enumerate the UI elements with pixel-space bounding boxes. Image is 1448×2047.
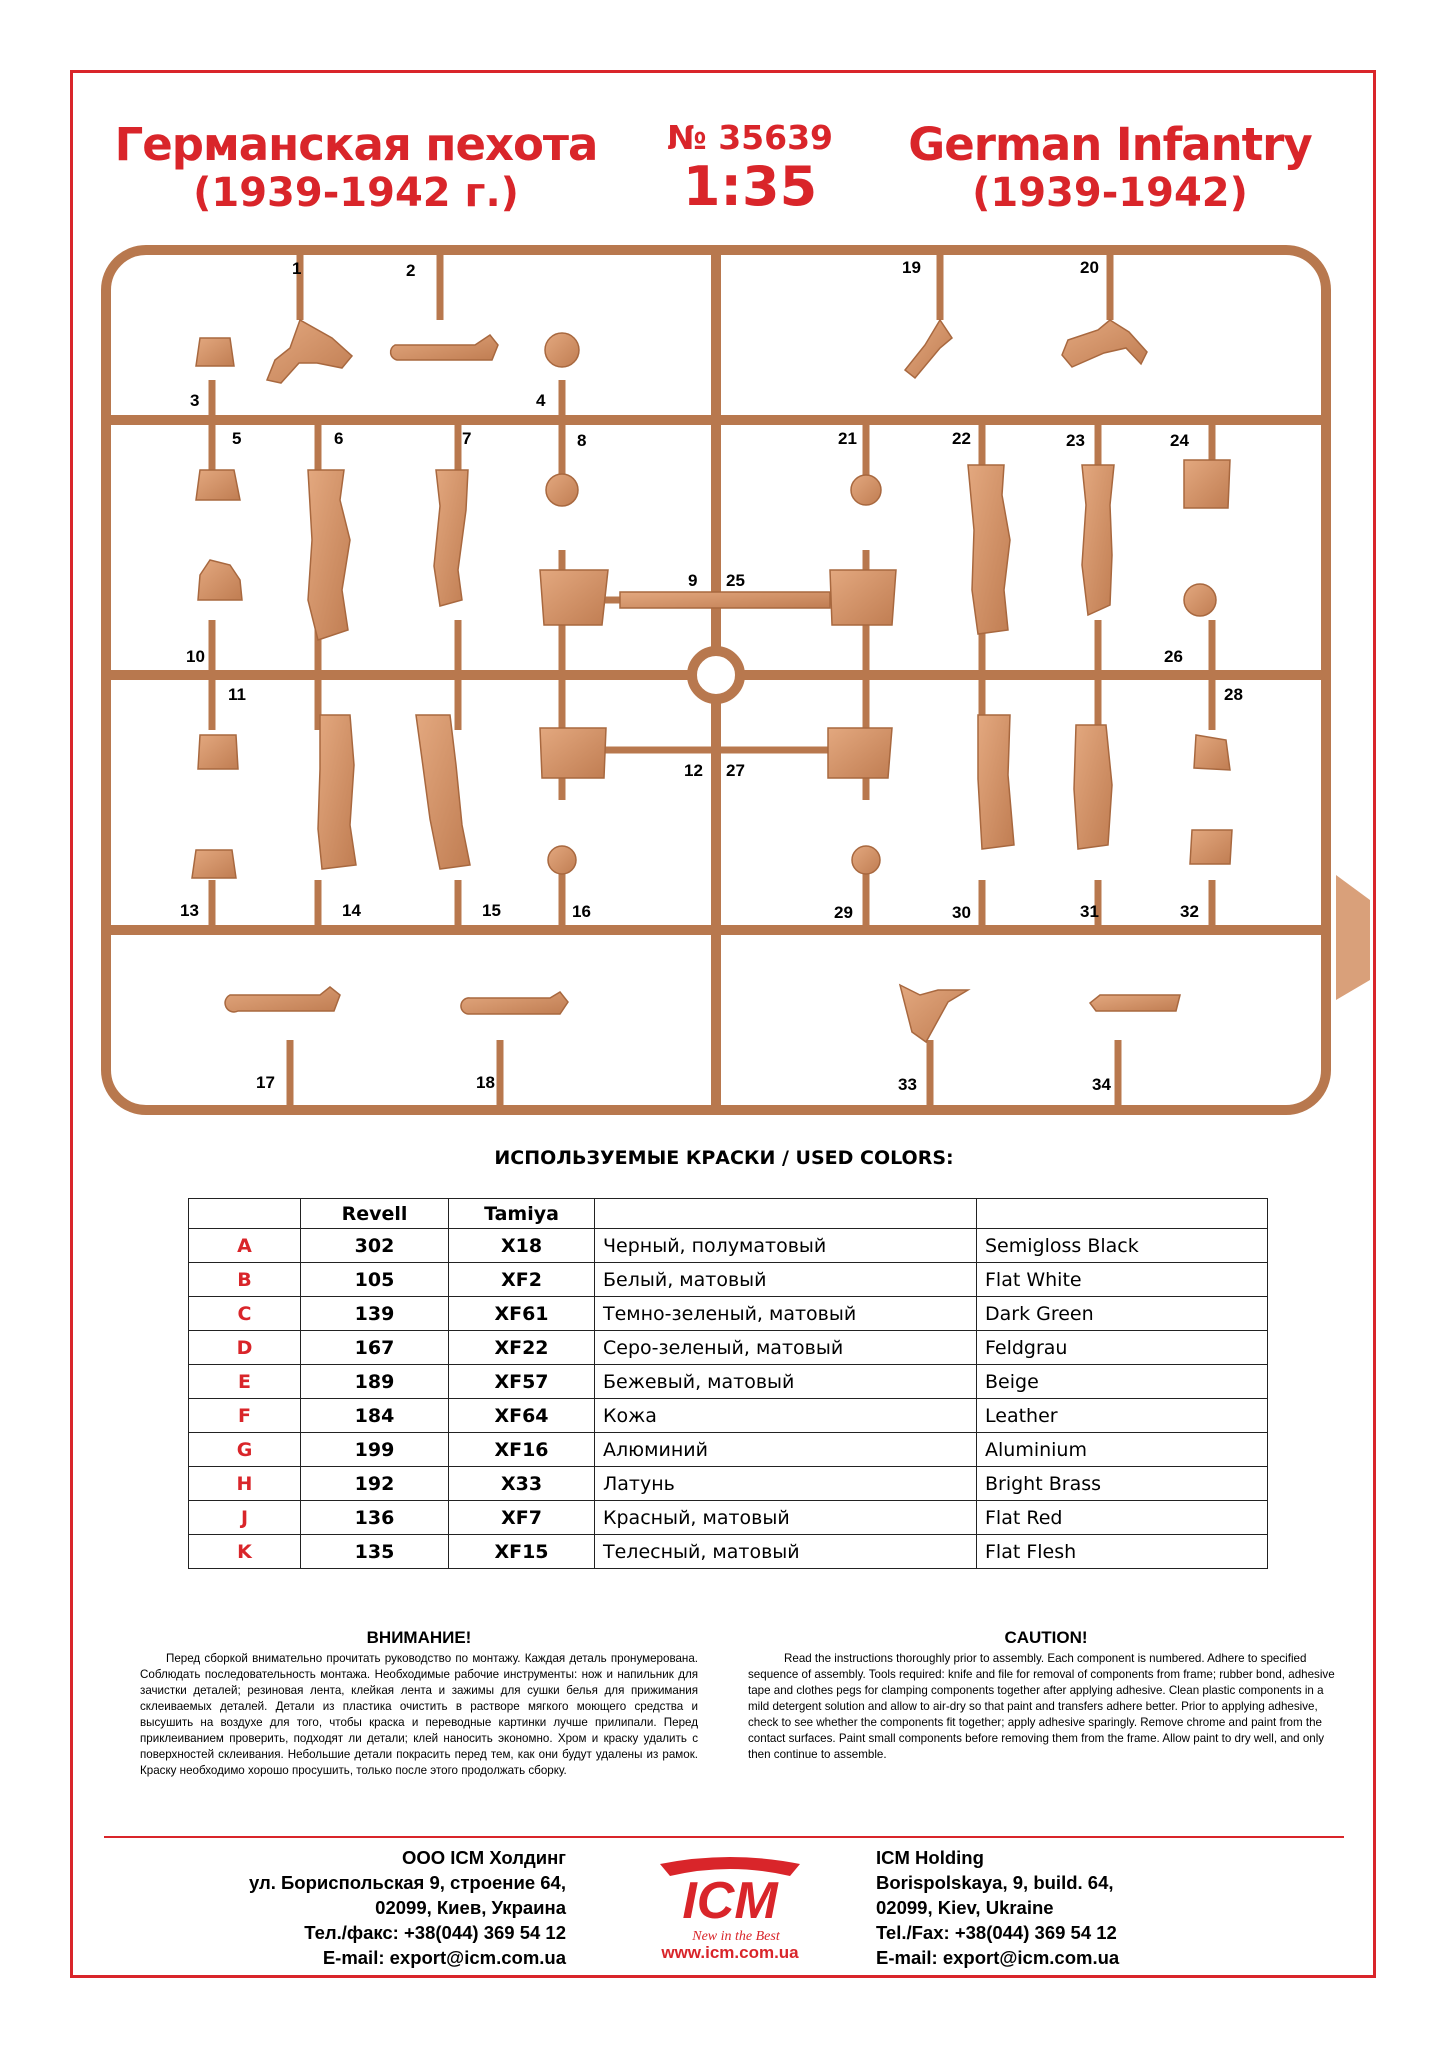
tamiya-code: XF7 xyxy=(449,1501,595,1535)
part-number: 20 xyxy=(1080,258,1099,277)
part-leg xyxy=(308,470,350,640)
city-en: 02099, Kiev, Ukraine xyxy=(876,1897,1054,1918)
tamiya-code: XF2 xyxy=(449,1263,595,1297)
color-name-ru: Телесный, матовый xyxy=(595,1535,977,1569)
part-collar xyxy=(198,560,242,600)
company-name-en: ICM Holding xyxy=(876,1847,984,1868)
part-arm xyxy=(225,987,340,1012)
color-name-ru: Алюминий xyxy=(595,1433,977,1467)
city-ru: 02099, Киев, Украина xyxy=(375,1897,566,1918)
color-code: H xyxy=(189,1467,301,1501)
revell-code: 184 xyxy=(301,1399,449,1433)
part-leg xyxy=(968,465,1010,634)
part-number: 10 xyxy=(186,647,205,666)
revell-code: 105 xyxy=(301,1263,449,1297)
col-tamiya: Tamiya xyxy=(449,1199,595,1229)
part-number: 18 xyxy=(476,1073,495,1092)
part-number: 27 xyxy=(726,761,745,780)
part-arm xyxy=(1090,995,1180,1011)
col-code xyxy=(189,1199,301,1229)
color-name-ru: Латунь xyxy=(595,1467,977,1501)
col-en xyxy=(977,1199,1268,1229)
phone-en: Tel./Fax: +38(044) 369 54 12 xyxy=(876,1922,1117,1943)
address-ru xyxy=(249,1845,566,1970)
part-number: 25 xyxy=(726,571,745,590)
title-en: German Infantry xyxy=(908,118,1312,171)
part-number: 12 xyxy=(684,761,703,780)
color-name-en: Semigloss Black xyxy=(977,1229,1268,1263)
street-en: Borispolskaya, 9, build. 64, xyxy=(876,1872,1114,1893)
part-number: 11 xyxy=(228,685,246,704)
part-collar xyxy=(198,735,238,769)
part-leg xyxy=(434,470,468,606)
part-leg xyxy=(318,715,356,869)
col-ru xyxy=(595,1199,977,1229)
color-name-ru: Серо-зеленый, матовый xyxy=(595,1331,977,1365)
color-row xyxy=(189,1297,1268,1331)
part-leg xyxy=(1074,725,1112,849)
tamiya-code: XF57 xyxy=(449,1365,595,1399)
sprue-hub xyxy=(692,651,740,699)
part-number: 2 xyxy=(406,261,416,280)
email-ru: E-mail: export@icm.com.ua xyxy=(322,1947,566,1968)
part-number: 7 xyxy=(462,429,472,448)
part-arm xyxy=(461,992,568,1014)
part-number: 33 xyxy=(898,1075,917,1094)
part-number: 17 xyxy=(256,1073,275,1092)
part-torso xyxy=(828,728,892,778)
part-number: 5 xyxy=(232,429,242,448)
part-head xyxy=(852,846,880,874)
part-collar xyxy=(1190,830,1232,864)
revell-code: 135 xyxy=(301,1535,449,1569)
part-number: 19 xyxy=(902,258,921,277)
part-arm xyxy=(905,320,952,378)
tamiya-code: XF16 xyxy=(449,1433,595,1467)
email-en: E-mail: export@icm.com.ua xyxy=(876,1947,1120,1968)
color-row xyxy=(189,1229,1268,1263)
color-name-en: Feldgrau xyxy=(977,1331,1268,1365)
part-leg xyxy=(416,715,470,869)
col-revell: Revell xyxy=(301,1199,449,1229)
kit-number: № 35639 xyxy=(667,118,833,157)
color-name-ru: Кожа xyxy=(595,1399,977,1433)
street-ru: ул. Бориспольская 9, строение 64, xyxy=(248,1872,566,1893)
tamiya-code: XF64 xyxy=(449,1399,595,1433)
part-number: 23 xyxy=(1066,431,1085,450)
part-head xyxy=(851,475,881,505)
color-name-en: Bright Brass xyxy=(977,1467,1268,1501)
part-collar xyxy=(1194,735,1230,770)
color-row xyxy=(189,1433,1268,1467)
part-torso xyxy=(540,728,606,778)
part-number: 13 xyxy=(180,901,199,920)
address-en xyxy=(876,1845,1119,1970)
revell-code: 199 xyxy=(301,1433,449,1467)
part-leg xyxy=(978,715,1014,849)
part-number: 28 xyxy=(1224,685,1243,704)
website-link[interactable]: www.icm.com.ua xyxy=(661,1943,799,1962)
period-en: (1939-1942) xyxy=(972,170,1248,216)
logo-text: ICM xyxy=(682,1872,778,1930)
part-number: 6 xyxy=(334,429,344,448)
sprue-tab xyxy=(1336,875,1370,1000)
part-strap xyxy=(620,592,830,608)
tamiya-code: XF61 xyxy=(449,1297,595,1331)
warning-text-en: Read the instructions thoroughly prior to assembly. Each component is numbered. Adhere to specified sequence of assembly. Tools required: knife and file for removal of components from frame; rubber bond, adhesive tape and clothes pegs for clamping components together after applying adhesive. Clean plastic components in a mild detergent solution and allow to air-dry so that paint and transfers adhere better. Prior to applying adhesive, check to see whether the components fit together; apply adhesive sparingly. Remove chrome and paint from the contact surfaces. Paint small components before removing them from the frame. Allow paint to dry well, and only then continue to assemble. xyxy=(748,1652,1335,1761)
part-number: 9 xyxy=(688,571,698,590)
warning-title-ru: ВНИМАНИЕ! xyxy=(366,1628,472,1647)
color-code: D xyxy=(189,1331,301,1365)
revell-code: 139 xyxy=(301,1297,449,1331)
color-name-en: Beige xyxy=(977,1365,1268,1399)
scale: 1:35 xyxy=(682,155,818,218)
part-torso xyxy=(540,570,608,625)
icm-logo xyxy=(640,1856,820,1956)
color-row xyxy=(189,1399,1268,1433)
color-name-ru: Бежевый, матовый xyxy=(595,1365,977,1399)
color-row xyxy=(189,1467,1268,1501)
part-arm xyxy=(391,335,498,360)
warning-title-en: CAUTION! xyxy=(1004,1628,1088,1647)
color-name-en: Dark Green xyxy=(977,1297,1268,1331)
revell-code: 167 xyxy=(301,1331,449,1365)
colors-table xyxy=(188,1198,1268,1569)
part-collar xyxy=(196,470,240,500)
part-leg xyxy=(1082,465,1114,615)
tamiya-code: X33 xyxy=(449,1467,595,1501)
part-number: 3 xyxy=(190,391,200,410)
part-number: 21 xyxy=(838,429,857,448)
colors-heading: ИСПОЛЬЗУЕМЫЕ КРАСКИ / USED COLORS: xyxy=(494,1147,954,1169)
color-name-ru: Темно-зеленый, матовый xyxy=(595,1297,977,1331)
color-code: G xyxy=(189,1433,301,1467)
revell-code: 189 xyxy=(301,1365,449,1399)
part-number: 8 xyxy=(577,431,587,450)
color-name-ru: Красный, матовый xyxy=(595,1501,977,1535)
color-row xyxy=(189,1535,1268,1569)
part-arm xyxy=(267,320,352,383)
part-number: 29 xyxy=(834,903,853,922)
color-row xyxy=(189,1501,1268,1535)
part-number: 14 xyxy=(342,901,361,920)
part-number: 32 xyxy=(1180,902,1199,921)
color-name-ru: Черный, полуматовый xyxy=(595,1229,977,1263)
part-collar xyxy=(192,850,236,878)
warning-text-ru: Перед сборкой внимательно прочитать руководство по монтажу. Каждая деталь пронумерована. Соблюдать последовательность монтажа. Необходимые рабочие инструменты: нож и напильник для зачистки деталей; резиновая лента, клейкая лента и зажимы для сушки белья для прижимания склеиваемых деталей. Детали из пластика очистить в растворе мягкого моющего средства и высушить на воздухе для того, чтобы краска и переводные картинки лучше прилипали. Перед приклеиванием проверить, подходят ли детали; клей наносить экономно. Хром и краску удалить с поверхностей склеивания. Небольшие детали покрасить перед тем, как они будут удалены из рамок. Краску необходимо хорошо просушить, только после этого продолжать сборку. xyxy=(140,1652,698,1777)
company-name-ru: ООО ICM Холдинг xyxy=(401,1847,566,1868)
part-arm xyxy=(900,985,968,1042)
color-code: J xyxy=(189,1501,301,1535)
part-number: 16 xyxy=(572,902,591,921)
part-number: 22 xyxy=(952,429,971,448)
revell-code: 136 xyxy=(301,1501,449,1535)
part-head xyxy=(545,333,579,367)
part-number: 26 xyxy=(1164,647,1183,666)
colors-table-body xyxy=(189,1229,1268,1569)
color-code: A xyxy=(189,1229,301,1263)
part-arm xyxy=(1062,320,1147,367)
color-code: B xyxy=(189,1263,301,1297)
color-code: C xyxy=(189,1297,301,1331)
tamiya-code: X18 xyxy=(449,1229,595,1263)
part-number: 31 xyxy=(1080,902,1099,921)
part-number: 15 xyxy=(482,901,501,920)
part-number: 1 xyxy=(292,259,302,278)
part-head xyxy=(548,846,576,874)
color-name-en: Flat Flesh xyxy=(977,1535,1268,1569)
color-name-en: Flat Red xyxy=(977,1501,1268,1535)
revell-code: 192 xyxy=(301,1467,449,1501)
color-row xyxy=(189,1331,1268,1365)
color-name-ru: Белый, матовый xyxy=(595,1263,977,1297)
logo-slogan: New in the Best xyxy=(692,1929,780,1944)
footer-divider xyxy=(104,1836,1344,1838)
tamiya-code: XF22 xyxy=(449,1331,595,1365)
tamiya-code: XF15 xyxy=(449,1535,595,1569)
color-row xyxy=(189,1263,1268,1297)
revell-code: 302 xyxy=(301,1229,449,1263)
part-collar xyxy=(1184,460,1230,508)
table-header-row xyxy=(189,1199,1268,1229)
title-ru: Германская пехота xyxy=(114,118,598,171)
phone-ru: Тел./факс: +38(044) 369 54 12 xyxy=(304,1922,566,1943)
period-ru: (1939-1942 г.) xyxy=(193,170,519,216)
part-torso xyxy=(830,570,896,625)
part-number: 34 xyxy=(1092,1075,1111,1094)
part-collar xyxy=(196,338,234,366)
part-head xyxy=(546,474,578,506)
part-head xyxy=(1184,584,1216,616)
part-number: 4 xyxy=(536,391,546,410)
color-code: K xyxy=(189,1535,301,1569)
color-row xyxy=(189,1365,1268,1399)
color-code: E xyxy=(189,1365,301,1399)
color-name-en: Flat White xyxy=(977,1263,1268,1297)
color-name-en: Aluminium xyxy=(977,1433,1268,1467)
color-code: F xyxy=(189,1399,301,1433)
part-number: 24 xyxy=(1170,431,1189,450)
color-name-en: Leather xyxy=(977,1399,1268,1433)
part-number: 30 xyxy=(952,903,971,922)
